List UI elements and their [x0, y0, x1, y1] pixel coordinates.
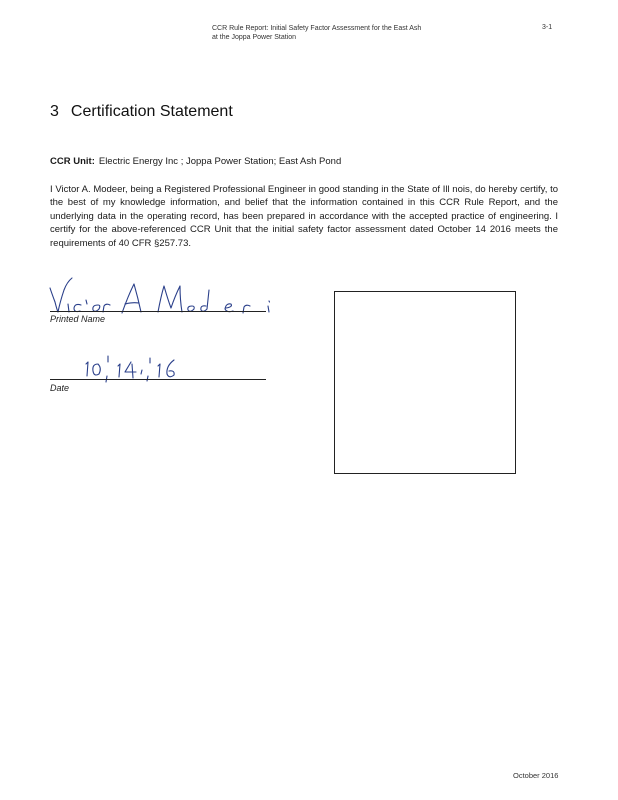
- header-title-line-1: CCR Rule Report: Initial Safety Factor Assessment for the East Ash: [212, 25, 422, 32]
- signature-line-date: [50, 379, 266, 380]
- signature-name-image: [46, 272, 276, 316]
- header-page-number: 3-1: [542, 24, 553, 31]
- footer-date: October 2016: [513, 771, 559, 780]
- section-number: 3: [50, 103, 59, 120]
- ccr-unit-line: [50, 156, 341, 168]
- ccr-unit-value: Electric Energy Inc ; Joppa Power Station; East Ash Pond: [98, 156, 342, 167]
- date-label: Date: [50, 383, 70, 393]
- section-title: Certification Statement: [70, 103, 233, 120]
- engineer-seal-box: [334, 291, 516, 474]
- header-title: [212, 24, 512, 42]
- printed-name-label: Printed Name: [50, 314, 106, 324]
- ccr-unit-label: CCR Unit:: [50, 156, 95, 167]
- header-title-line-2: at the Joppa Power Station: [212, 34, 297, 41]
- section-heading: [50, 102, 233, 122]
- signature-line-name: [50, 311, 266, 312]
- certification-statement: I Victor A. Modeer, being a Registered Professional Engineer in good standing in the State of Ill nois, do hereby certify, to the best of my knowledge information, and belief that the information contained in this CCR Rule Report, and the underlying data in the operating record, has been prepared in accordance with the accepted practice of engineering. I certify for the above-referenced CCR Unit that the initial safety factor assessment dated October 14 2016 meets the requirements of 40 CFR §257.73.: [50, 184, 558, 249]
